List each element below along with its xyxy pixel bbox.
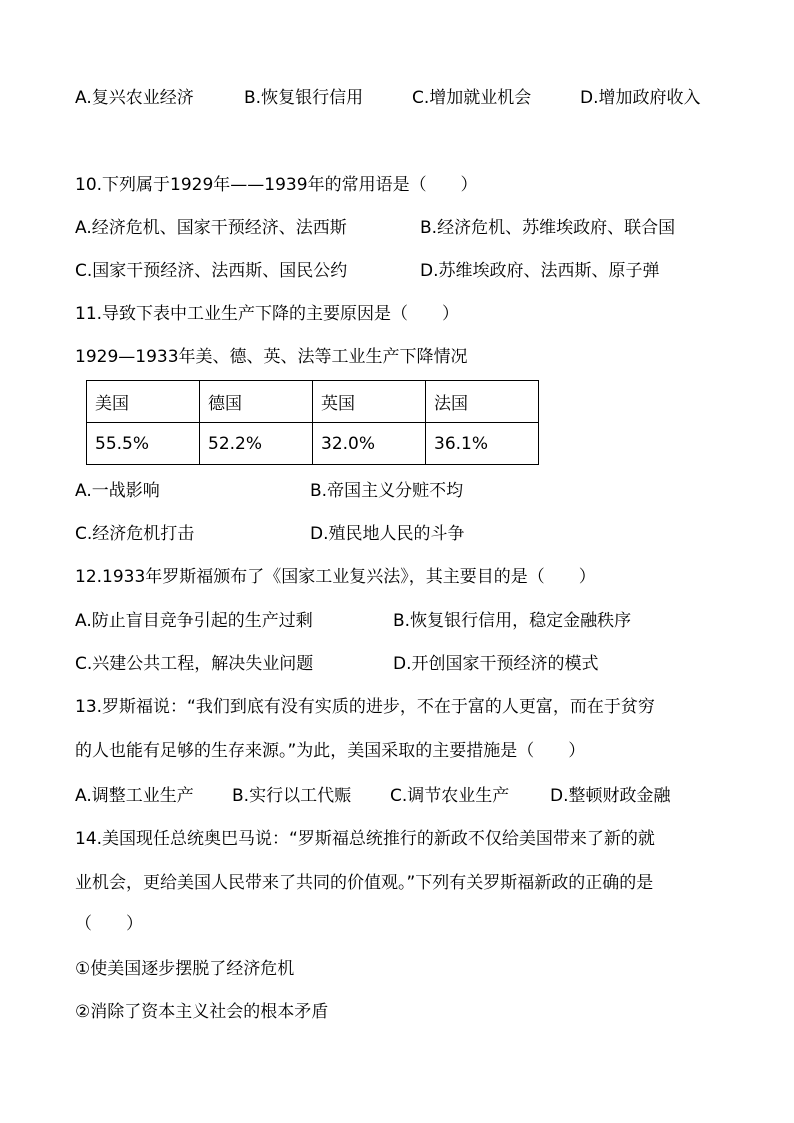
q14-question-line3: （ ） [75, 914, 143, 934]
q11-option-b: B.帝国主义分赃不均 [310, 481, 464, 501]
q11-option-d: D.殖民地人民的斗争 [310, 524, 465, 544]
q11-data-table [86, 380, 539, 465]
q12-option-d: D.开创国家干预经济的模式 [393, 654, 599, 674]
q13-question-line1: 13.罗斯福说：“我们到底有没有实质的进步，不在于富的人更富，而在于贫穷 [75, 697, 655, 717]
table-header-cell: 美国 [87, 381, 200, 423]
table-cell: 52.2% [200, 423, 313, 465]
q12-option-a: A.防止盲目竞争引起的生产过剩 [75, 611, 313, 631]
table-cell: 32.0% [313, 423, 426, 465]
table-row [87, 423, 539, 465]
q13-option-c: C.调节农业生产 [390, 786, 510, 806]
q11-option-a: A.一战影响 [75, 481, 160, 501]
table-header-row [87, 381, 539, 423]
q12-option-c: C.兴建公共工程，解决失业问题 [75, 654, 314, 674]
q10-option-b: B.经济危机、苏维埃政府、联合国 [420, 218, 676, 238]
q13-option-b: B.实行以工代赈 [232, 786, 352, 806]
table-cell: 55.5% [87, 423, 200, 465]
q11-option-c: C.经济危机打击 [75, 524, 195, 544]
q11-question: 11.导致下表中工业生产下降的主要原因是（ ） [75, 304, 460, 324]
q12-option-b: B.恢复银行信用，稳定金融秩序 [393, 611, 632, 631]
q9-option-b: B.恢复银行信用 [244, 88, 364, 108]
q10-option-c: C.国家干预经济、法西斯、国民公约 [75, 261, 348, 281]
table-cell: 36.1% [426, 423, 539, 465]
q10-option-d: D.苏维埃政府、法西斯、原子弹 [420, 261, 660, 281]
table-header-cell: 法国 [426, 381, 539, 423]
q13-option-d: D.整顿财政金融 [550, 786, 671, 806]
q13-question-line2: 的人也能有足够的生存来源。”为此，美国采取的主要措施是（ ） [75, 741, 586, 761]
q12-question: 12.1933年罗斯福颁布了《国家工业复兴法》，其主要目的是（ ） [75, 567, 596, 587]
q9-option-a: A.复兴农业经济 [75, 88, 194, 108]
q14-question-line1: 14.美国现任总统奥巴马说：“罗斯福总统推行的新政不仅给美国带来了新的就 [75, 829, 655, 849]
q10-option-a: A.经济危机、国家干预经济、法西斯 [75, 218, 347, 238]
q14-question-line2: 业机会，更给美国人民带来了共同的价值观。”下列有关罗斯福新政的正确的是 [75, 873, 654, 893]
q9-option-d: D.增加政府收入 [580, 88, 701, 108]
q11-table-caption: 1929—1933年美、德、英、法等工业生产下降情况 [75, 347, 468, 367]
table-header-cell: 英国 [313, 381, 426, 423]
q14-statement-1: ①使美国逐步摆脱了经济危机 [75, 959, 295, 979]
q10-question: 10.下列属于1929年——1939年的常用语是（ ） [75, 175, 478, 195]
table-header-cell: 德国 [200, 381, 313, 423]
q13-option-a: A.调整工业生产 [75, 786, 194, 806]
q9-option-c: C.增加就业机会 [412, 88, 532, 108]
q14-statement-2: ②消除了资本主义社会的根本矛盾 [75, 1002, 329, 1022]
